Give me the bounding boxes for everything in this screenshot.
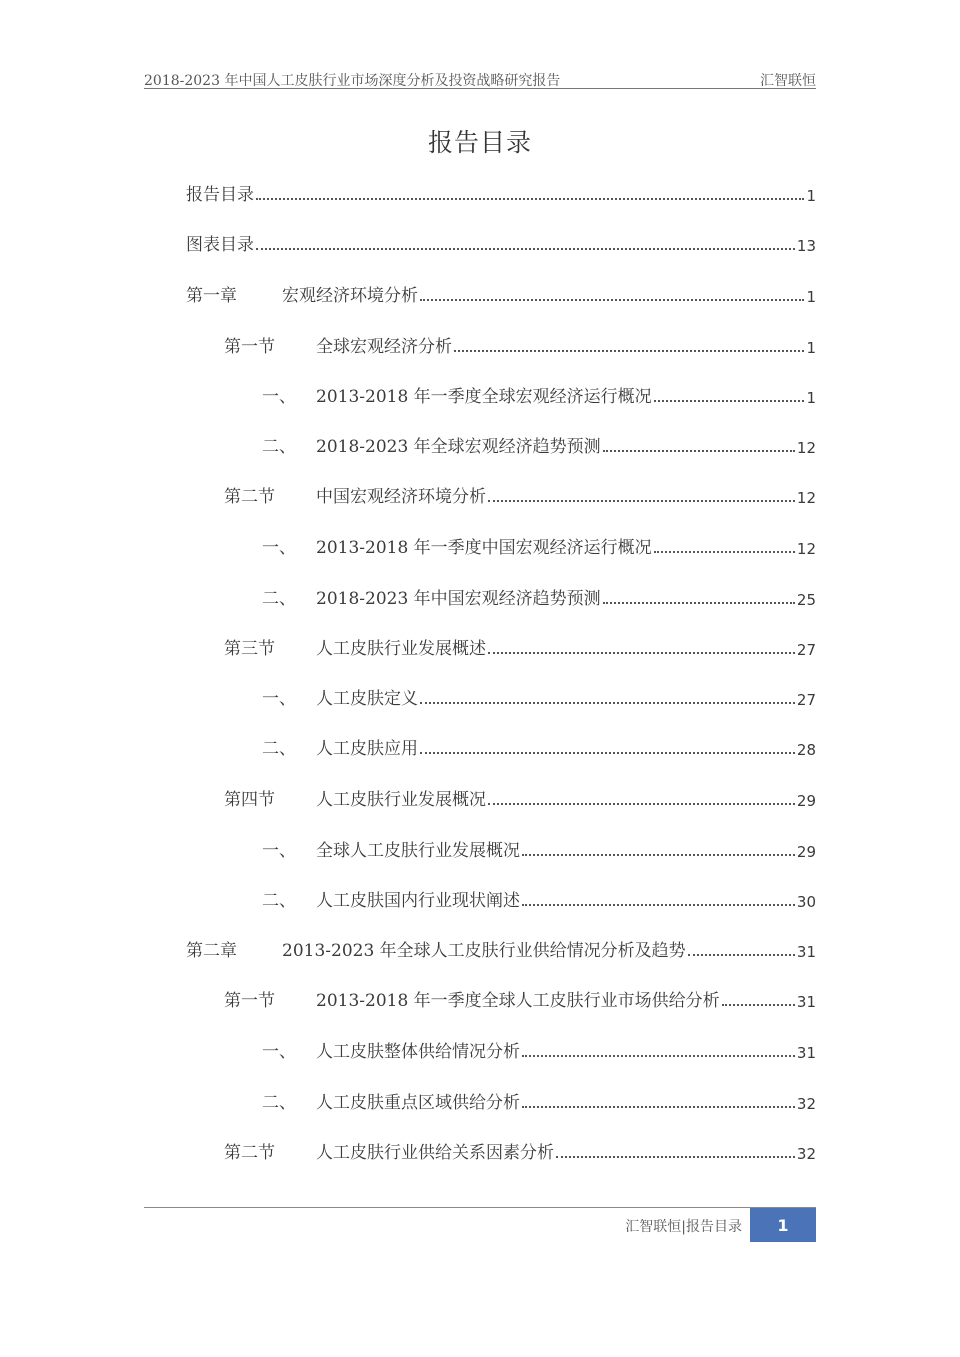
toc-leader-dots	[722, 1004, 795, 1006]
toc-entry-title: 全球宏观经济分析	[316, 337, 452, 357]
toc-entry-number: 第一节	[224, 991, 275, 1011]
toc-leader-dots	[420, 752, 795, 754]
toc-entry-number: 第一节	[224, 337, 275, 357]
toc-entry-number: 第一章	[186, 286, 237, 306]
toc-entry-page: 31	[796, 1044, 816, 1062]
toc-entry-chapter[interactable]	[186, 280, 816, 306]
toc-leader-dots	[688, 954, 795, 956]
toc-leader-dots	[603, 602, 795, 604]
toc-leader-dots	[654, 551, 795, 553]
header-divider	[144, 88, 816, 89]
toc-entry-number: 一、	[262, 689, 296, 709]
toc-entry-subsection[interactable]	[262, 583, 816, 609]
toc-entry-page: 1	[806, 339, 816, 357]
toc-entry-page: 32	[796, 1095, 816, 1113]
toc-title: 报告目录	[427, 128, 532, 157]
toc-leader-dots	[522, 854, 795, 856]
toc-entry-number: 一、	[262, 538, 296, 558]
footer-divider	[144, 1207, 816, 1208]
toc-entry-number: 二、	[262, 589, 296, 609]
header-company-name: 汇智联恒	[760, 73, 816, 89]
toc-leader-dots	[454, 350, 804, 352]
toc-entry-title: 人工皮肤定义	[316, 689, 418, 709]
toc-entry-section[interactable]	[224, 784, 816, 810]
toc-entry-number: 一、	[262, 841, 296, 861]
toc-leader-dots	[256, 198, 804, 200]
toc-leader-dots	[488, 652, 795, 654]
toc-entry-chapter[interactable]	[186, 935, 816, 961]
toc-entry-number: 二、	[262, 1093, 296, 1113]
toc-leader-dots	[522, 904, 795, 906]
toc-entry-number: 二、	[262, 437, 296, 457]
toc-entry[interactable]	[186, 229, 816, 255]
toc-leader-dots	[420, 702, 795, 704]
toc-leader-dots	[488, 500, 795, 502]
toc-entry-title: 2018-2023 年中国宏观经济趋势预测	[316, 589, 601, 609]
toc-entry-page: 31	[796, 993, 816, 1011]
toc-entry-section[interactable]	[224, 633, 816, 659]
toc-entry-subsection[interactable]	[262, 381, 816, 407]
toc-entry-number: 二、	[262, 891, 296, 911]
toc-entry-title: 2013-2018 年一季度全球人工皮肤行业市场供给分析	[316, 991, 720, 1011]
header-report-title: 2018-2023 年中国人工皮肤行业市场深度分析及投资战略研究报告	[144, 73, 561, 89]
toc-entry-title: 人工皮肤行业发展概况	[316, 790, 486, 810]
toc-leader-dots	[488, 803, 795, 805]
toc-entry-subsection[interactable]	[262, 683, 816, 709]
toc-entry-title: 全球人工皮肤行业发展概况	[316, 841, 520, 861]
toc-entry-title: 宏观经济环境分析	[282, 286, 418, 306]
toc-entry-page: 29	[796, 792, 816, 810]
toc-leader-dots	[522, 1106, 795, 1108]
toc-entry-page: 30	[796, 893, 816, 911]
toc-entry-title: 2013-2023 年全球人工皮肤行业供给情况分析及趋势	[282, 941, 686, 961]
toc-leader-dots	[522, 1055, 795, 1057]
toc-entry-number: 第三节	[224, 639, 275, 659]
toc-entry-number: 第二节	[224, 487, 275, 507]
toc-entry-page: 1	[806, 187, 816, 205]
page-number-badge: 1	[750, 1208, 816, 1242]
toc-entry[interactable]	[186, 179, 816, 205]
toc-entry-title: 人工皮肤行业发展概述	[316, 639, 486, 659]
toc-entry-number: 一、	[262, 387, 296, 407]
toc-entry-number: 第二章	[186, 941, 237, 961]
toc-leader-dots	[420, 299, 804, 301]
toc-entry-title: 2018-2023 年全球宏观经济趋势预测	[316, 437, 601, 457]
toc-entry-page: 29	[796, 843, 816, 861]
toc-entry-subsection[interactable]	[262, 885, 816, 911]
toc-entry-title: 人工皮肤整体供给情况分析	[316, 1042, 520, 1062]
toc-entry-page: 1	[806, 288, 816, 306]
toc-entry-title: 2013-2018 年一季度全球宏观经济运行概况	[316, 387, 652, 407]
toc-leader-dots	[654, 400, 805, 402]
toc-entry-title: 2013-2018 年一季度中国宏观经济运行概况	[316, 538, 652, 558]
toc-entry-title: 人工皮肤重点区域供给分析	[316, 1093, 520, 1113]
toc-entry-number: 一、	[262, 1042, 296, 1062]
toc-entry-page: 12	[796, 540, 816, 558]
toc-entry-section[interactable]	[224, 985, 816, 1011]
toc-entry-section[interactable]	[224, 331, 816, 357]
toc-entry-subsection[interactable]	[262, 835, 816, 861]
toc-entry-subsection[interactable]	[262, 532, 816, 558]
toc-entry-subsection[interactable]	[262, 1036, 816, 1062]
toc-entry-page: 12	[796, 489, 816, 507]
toc-entry-page: 31	[796, 943, 816, 961]
toc-entry-page: 27	[796, 691, 816, 709]
toc-entry-title: 报告目录	[186, 185, 254, 205]
toc-leader-dots	[256, 248, 795, 250]
toc-entry-page: 27	[796, 641, 816, 659]
toc-entry-title: 人工皮肤应用	[316, 739, 418, 759]
toc-entry-page: 25	[796, 591, 816, 609]
toc-leader-dots	[556, 1156, 795, 1158]
toc-entry-page: 28	[796, 741, 816, 759]
toc-entry-title: 中国宏观经济环境分析	[316, 487, 486, 507]
toc-entry-subsection[interactable]	[262, 431, 816, 457]
toc-entry-number: 第四节	[224, 790, 275, 810]
page-header	[144, 68, 816, 88]
toc-entry-number: 第二节	[224, 1143, 275, 1163]
toc-entry-page: 12	[796, 439, 816, 457]
toc-entry-section[interactable]	[224, 1137, 816, 1163]
toc-entry-subsection[interactable]	[262, 1087, 816, 1113]
toc-entry-page: 13	[796, 237, 816, 255]
footer-label: 汇智联恒|报告目录	[625, 1219, 742, 1235]
toc-entry-page: 32	[796, 1145, 816, 1163]
toc-leader-dots	[603, 450, 795, 452]
toc-entry-subsection[interactable]	[262, 733, 816, 759]
toc-entry-section[interactable]	[224, 481, 816, 507]
toc-entry-number: 二、	[262, 739, 296, 759]
toc-entry-title: 人工皮肤行业供给关系因素分析	[316, 1143, 554, 1163]
toc-entry-page: 1	[806, 389, 816, 407]
toc-entry-title: 图表目录	[186, 235, 254, 255]
toc-entry-title: 人工皮肤国内行业现状阐述	[316, 891, 520, 911]
